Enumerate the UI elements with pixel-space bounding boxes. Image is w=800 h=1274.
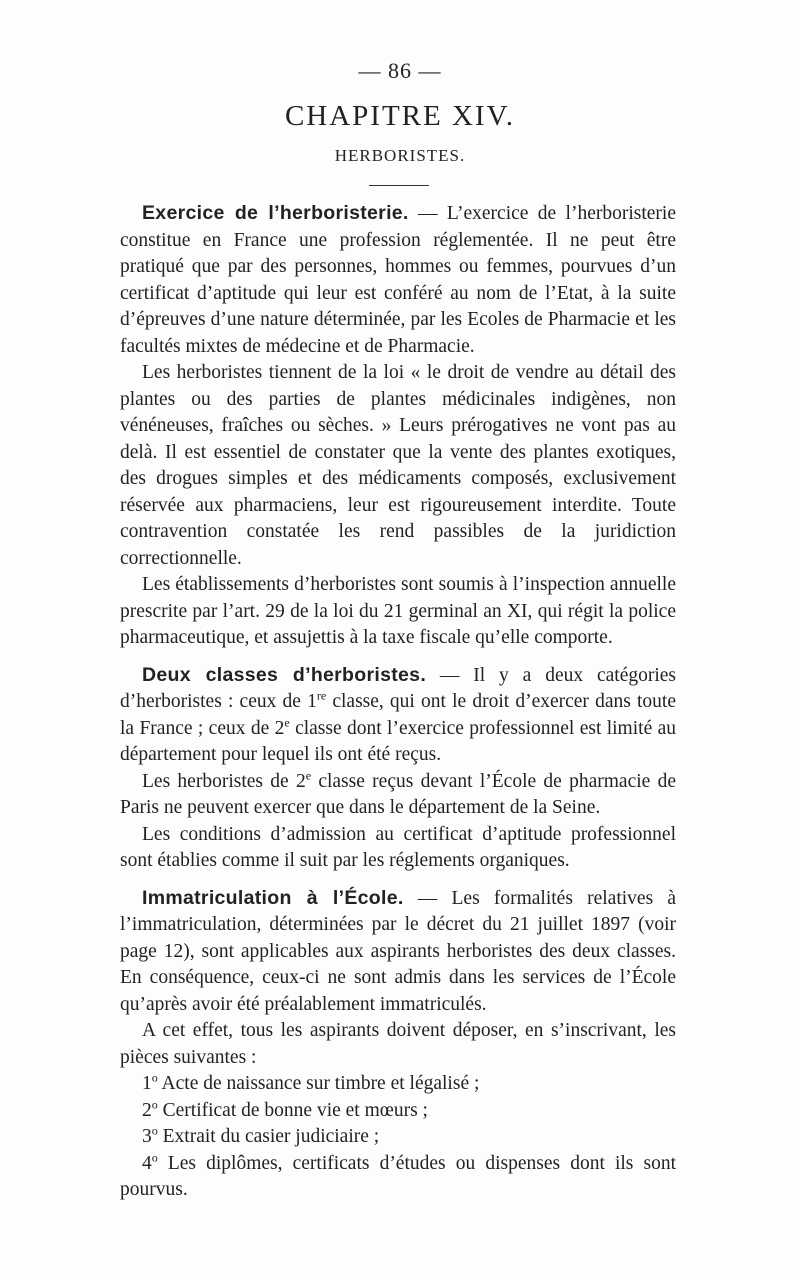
superscript: o bbox=[151, 1070, 158, 1085]
chapter-subtitle: HERBORISTES. bbox=[334, 146, 466, 165]
section-heading-immatriculation: Immatriculation à l’École. bbox=[142, 886, 404, 909]
list-item-text: Acte de naissance sur timbre et légalisé ; bbox=[157, 1073, 480, 1094]
superscript: e bbox=[305, 768, 312, 782]
paragraph bbox=[120, 885, 676, 1019]
paragraph: Les établissements d’herboristes sont soumis à l’inspection annuelle prescrite par l’art. 29 de la loi du 21 germinal an XI, qui régit la police pharmaceutique, et assujettis à la taxe fiscale qu’elle comporte. bbox=[120, 574, 676, 648]
list-item bbox=[120, 1124, 676, 1151]
list-item bbox=[120, 1151, 676, 1204]
paragraph bbox=[120, 822, 676, 875]
list-marker: 1 bbox=[142, 1073, 152, 1094]
document-body bbox=[120, 200, 676, 1204]
paragraph-text: — L’exercice de l’herboristerie constitue en France une profession réglementée. Il ne peut être pratiqué que par des personnes, hommes ou femmes, pourvues d’un certificat d’aptitude qui leur est conféré au nom de l’Etat, à la suite d’épreuves d’une nature déterminée, par les Ecoles de Pharmacie et les facultés mixtes de médecine et de Pharmacie. bbox=[120, 203, 676, 357]
superscript: o bbox=[151, 1123, 158, 1138]
list-marker: 2 bbox=[142, 1099, 152, 1121]
superscript: o bbox=[151, 1150, 158, 1164]
paragraph bbox=[120, 769, 676, 822]
paragraph-text: classe reçus devant l’École de pharmacie de Paris ne peuvent exercer que dans le département de la Seine. bbox=[120, 770, 676, 818]
list-item-text: Les diplômes, certificats d’études ou dispenses dont ils sont pourvus. bbox=[120, 1152, 676, 1200]
list-item-text: Certificat de bonne vie et mœurs ; bbox=[157, 1099, 428, 1121]
list-item bbox=[120, 1071, 676, 1098]
paragraph: Les herboristes tiennent de la loi « le droit de vendre au détail des plantes ou des parties de plantes médicinales indigènes, non vénéneuses, fraîches ou sèches. » Leurs prérogatives ne vont pas au delà. Il est essentiel de constater que la vente des plantes exotiques, des drogues simples et des médicaments composés, exclusivement réservée aux pharmaciens, leur est rigoureusement interdite. Toute contravention constatée les rend passibles de la juridiction correctionnelle. bbox=[120, 362, 676, 569]
list-item-text: Extrait du casier judiciaire ; bbox=[157, 1126, 380, 1147]
page-number: — 86 — bbox=[358, 58, 442, 83]
paragraph-text: Les herboristes de 2 bbox=[142, 770, 306, 792]
title-divider bbox=[369, 185, 429, 186]
paragraph-text: classe, qui ont le droit d’exercer dans toute la France ; ceux de 2 bbox=[120, 691, 676, 739]
paragraph-text: — Les formalités relatives à l’immatriculation, déterminées par le décret du 21 juillet 1897 (voir page 12), sont applicables aux aspirants herboristes des deux classes. En conséquence, ceux-ci ne sont admis dans les services de l’École qu’après avoir été préalablement immatriculés. bbox=[120, 887, 677, 1015]
paragraph bbox=[120, 200, 676, 360]
superscript: re bbox=[316, 688, 327, 703]
superscript: e bbox=[284, 715, 290, 729]
list-marker: 4 bbox=[142, 1152, 152, 1174]
superscript: o bbox=[151, 1097, 158, 1111]
list-item bbox=[120, 1098, 676, 1125]
paragraph: A cet effet, tous les aspirants doivent déposer, en s’inscrivant, les pièces suivantes : bbox=[120, 1020, 676, 1068]
paragraph bbox=[120, 662, 676, 769]
chapter-title: CHAPITRE XIV. bbox=[284, 100, 516, 132]
paragraph-text: Les conditions d’admission au certificat d’aptitude professionnel sont établies comme il suit par les réglements organiques. bbox=[120, 823, 676, 871]
section-heading-exercice: Exercice de l’herboristerie. bbox=[142, 202, 409, 224]
section-heading-deux-classes: Deux classes d’herboristes. bbox=[142, 663, 427, 686]
paragraph-text: classe dont l’exercice professionnel est limité au département pour lequel ils ont été reçus. bbox=[120, 717, 676, 765]
list-marker: 3 bbox=[142, 1126, 152, 1147]
paragraph-text: — Il y a deux catégories d’herboristes : ceux de 1 bbox=[120, 664, 676, 712]
